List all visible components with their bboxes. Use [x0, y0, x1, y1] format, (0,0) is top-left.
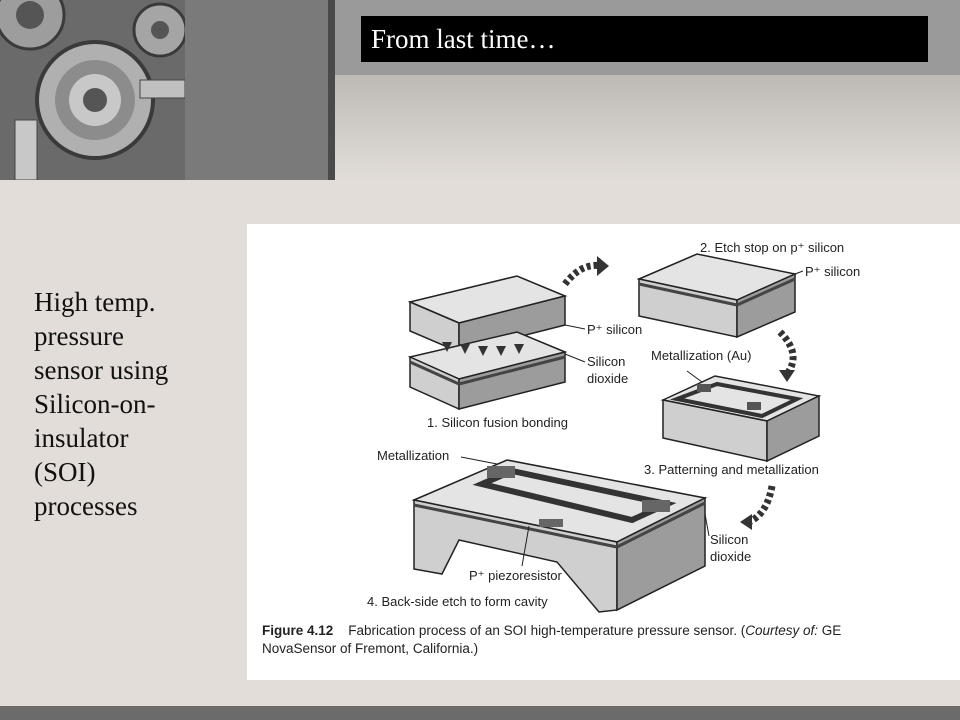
metallization-au-label: Metallization (Au)	[651, 348, 752, 363]
caption-text: Fabrication process of an SOI high-temperature pressure sensor. (	[348, 623, 746, 638]
body-line: insulator	[34, 423, 129, 453]
p-silicon-top-label: P⁺ silicon	[805, 264, 861, 279]
body-line: (SOI)	[34, 457, 96, 487]
footer-bar	[0, 706, 960, 720]
body-line: pressure	[34, 321, 124, 351]
body-line: High temp.	[34, 287, 156, 317]
slide-title: From last time…	[371, 24, 556, 54]
caption-number: Figure 4.12	[262, 623, 334, 638]
banner-divider	[328, 0, 335, 180]
banner-fade	[335, 75, 960, 180]
dioxide-label: dioxide	[587, 371, 629, 386]
step4-label: 4. Back-side etch to form cavity	[367, 594, 548, 609]
step3-wafer	[663, 376, 819, 461]
caption-credit: GE NovaSensor of Fremont, California.)	[262, 623, 842, 656]
body-line: processes	[34, 491, 138, 521]
piezoresistor-label: P⁺ piezoresistor	[469, 568, 562, 583]
step1-bottom-wafer	[410, 332, 565, 409]
process-diagram	[247, 224, 960, 680]
silicon2-label: Silicon	[710, 532, 749, 547]
arrowhead	[740, 514, 752, 530]
step2-wafer	[639, 254, 795, 337]
step1-label: 1. Silicon fusion bonding	[427, 415, 568, 430]
header-banner	[0, 0, 960, 180]
silicon-label: Silicon	[587, 354, 626, 369]
caption-courtesy: Courtesy of:	[745, 623, 819, 638]
figure-caption	[262, 622, 912, 658]
banner-strip	[185, 0, 335, 180]
fabrication-figure	[247, 224, 960, 680]
dioxide2-label: dioxide	[710, 549, 752, 564]
p-silicon-left-label: P⁺ silicon	[587, 322, 643, 337]
body-line: sensor using	[34, 355, 169, 385]
arrowhead	[779, 370, 795, 382]
metallization-label: Metallization	[377, 448, 450, 463]
step4-sensor	[414, 460, 705, 612]
body-text	[34, 285, 204, 523]
title-box	[361, 16, 928, 62]
gears-photo	[0, 0, 185, 180]
step3-label: 3. Patterning and metallization	[644, 462, 819, 477]
step2-label: 2. Etch stop on p⁺ silicon	[700, 240, 845, 255]
body-line: Silicon-on-	[34, 389, 156, 419]
arrowhead	[597, 256, 609, 276]
